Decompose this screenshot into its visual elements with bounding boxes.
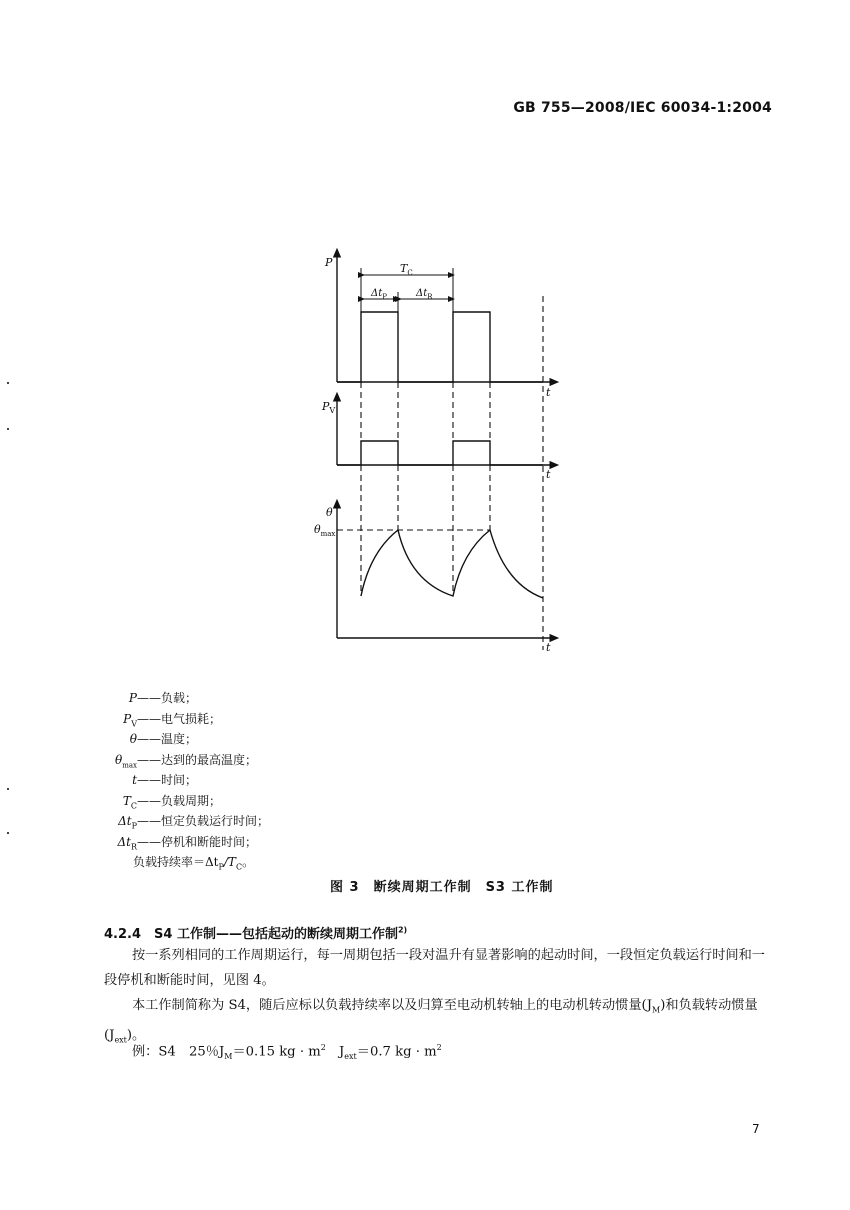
tc-label: $T_C$ (400, 262, 413, 277)
t-axis-label-2: t (546, 468, 551, 481)
legend-item: $T_C——$负载周期； (122, 793, 222, 810)
legend-item: P——负载； (128, 691, 198, 705)
legend-item: $\theta_{max}——$达到的最高温度； (115, 752, 258, 769)
figure-caption: 图 3 断续周期工作制 S3 工作制 (330, 880, 554, 895)
theta-max-label: $\theta_{max}$ (314, 523, 336, 538)
duty-ratio-note: 负载持续率$=\Delta t_P/T_C$。 (133, 855, 255, 872)
page-number: 7 (752, 1122, 760, 1136)
margin-speck (7, 428, 9, 430)
paragraph-2: 本工作制简称为 S4，随后应标以负载持续率以及归算至电动机转轴上的电动机转动惯量$(J_M)$和负载转动惯量$(J_{ext})$。 (104, 998, 758, 1045)
legend-item: θ——温度； (129, 732, 198, 746)
temperature-curve (361, 530, 543, 598)
dtp-label: $\Delta t_P$ (371, 288, 387, 301)
pv-axis-label: $P_V$ (322, 400, 336, 415)
legend-item: $P_V——$电气损耗； (123, 711, 222, 728)
legend-item: $\Delta t_P——$恒定负载运行时间； (118, 814, 270, 831)
pv-loss-pulses (337, 441, 543, 465)
p-load-pulses (337, 312, 543, 382)
example-line: 例：S4 25％$J_M=0.15$ kg · $m^2$ $J_{ext}=0.7$ kg · $m^2$ (132, 1043, 442, 1062)
legend-item: t——时间； (132, 773, 198, 787)
margin-speck (7, 382, 9, 384)
standard-header: GB 755—2008/IEC 60034-1:2004 (513, 100, 772, 116)
p-axis-label: P (325, 256, 333, 269)
dtr-label: $\Delta t_R$ (416, 288, 433, 301)
t-axis-label-1: t (546, 386, 551, 399)
paragraph-1: 按一系列相同的工作周期运行，每一周期包括一段对温升有显著影响的起动时间，一段恒定负载运行时间和一段停机和断能时间，见图 4。 (104, 948, 765, 988)
theta-axis-label: θ (326, 506, 333, 519)
figure-legend (0, 688, 269, 873)
legend-item: $\Delta t_R——$停机和断能时间； (117, 834, 258, 851)
section-heading: 4.2.4 S4 工作制——包括起动的断续周期工作制$^{2)}$ (104, 925, 408, 942)
t-axis-label-3: t (546, 641, 551, 654)
